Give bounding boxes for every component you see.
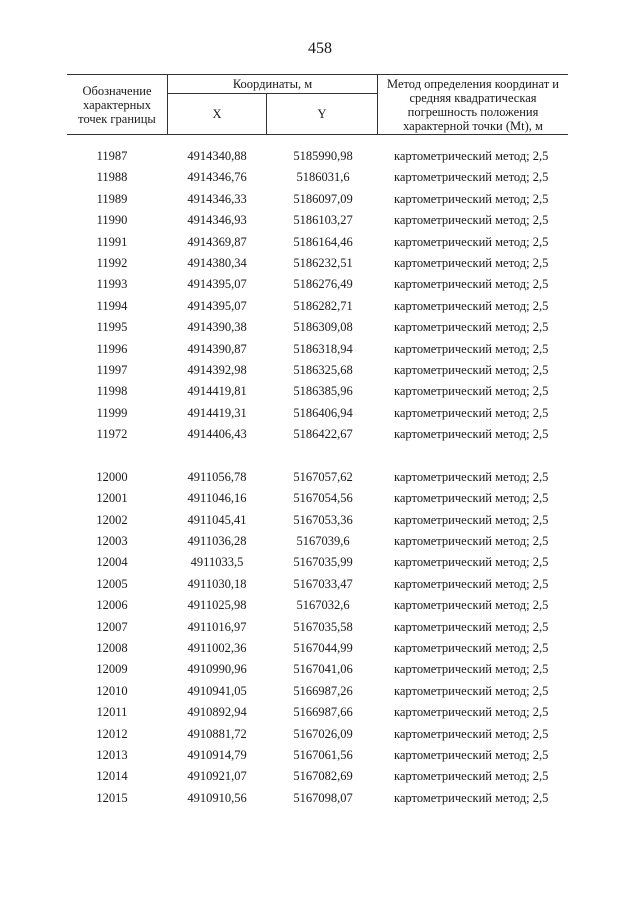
- table-row: [0, 360, 640, 381]
- coord-y: 5186318,94: [293, 341, 353, 356]
- coord-y: 5186406,94: [293, 405, 353, 420]
- table-row: [0, 274, 640, 295]
- coord-x: 4914380,34: [187, 255, 247, 270]
- method: картометрический метод; 2,5: [394, 726, 549, 741]
- table-row: [0, 210, 640, 231]
- coord-y: 5167044,99: [293, 640, 353, 655]
- point-id: 12012: [96, 726, 128, 741]
- coord-y: 5167039,6: [296, 534, 350, 549]
- point-id: 11990: [96, 213, 128, 228]
- table-row: [0, 424, 640, 445]
- point-id: 12006: [96, 598, 128, 613]
- coord-y: 5167082,69: [293, 769, 353, 784]
- method: картометрический метод; 2,5: [394, 769, 549, 784]
- coord-y: 5166987,26: [293, 683, 353, 698]
- table-row: [0, 724, 640, 745]
- method: картометрический метод; 2,5: [394, 576, 549, 591]
- coord-x: 4910921,07: [187, 769, 247, 784]
- header-y: Y: [267, 94, 378, 135]
- point-id: 11997: [96, 362, 128, 377]
- method: картометрический метод; 2,5: [394, 213, 549, 228]
- coord-y: 5167061,56: [293, 747, 353, 762]
- table-row: [0, 381, 640, 402]
- header-method: Метод определения координат и средняя квадратическая погрешность положения характерной точки (Mt), м: [378, 75, 569, 135]
- table-row: [0, 339, 640, 360]
- table-row: [0, 595, 640, 616]
- method: картометрический метод; 2,5: [394, 555, 549, 570]
- method: картометрический метод; 2,5: [394, 384, 549, 399]
- coord-x: 4914395,07: [187, 277, 247, 292]
- coord-x: 4914340,88: [187, 149, 247, 163]
- point-id: 12011: [96, 705, 128, 720]
- method: картометрический метод; 2,5: [394, 598, 549, 613]
- table-row: [0, 146, 640, 167]
- coord-x: 4914419,81: [187, 384, 247, 399]
- table-row: [0, 574, 640, 595]
- coord-y: 5186232,51: [293, 255, 353, 270]
- method: картометрический метод; 2,5: [394, 512, 549, 527]
- coord-y: 5167057,62: [293, 469, 353, 484]
- point-id: 11993: [96, 277, 128, 292]
- table-row: [0, 617, 640, 638]
- point-id: 11994: [96, 298, 128, 313]
- header-designation: Обозначение характерных точек границы: [67, 75, 168, 135]
- method: картометрический метод; 2,5: [394, 469, 549, 484]
- point-id: 11992: [96, 255, 128, 270]
- coord-y: 5167053,36: [293, 512, 353, 527]
- point-id: 11998: [96, 384, 128, 399]
- header-coordinates: Координаты, м: [168, 75, 378, 94]
- table-row: [0, 510, 640, 531]
- table-row: [0, 766, 640, 787]
- coord-x: 4910892,94: [187, 705, 247, 720]
- point-id: 12000: [96, 469, 128, 484]
- coord-x: 4910881,72: [187, 726, 247, 741]
- point-id: 11995: [96, 320, 128, 335]
- coord-y: 5186282,71: [293, 298, 353, 313]
- page-number: 458: [308, 40, 332, 57]
- table-row: [0, 232, 640, 253]
- method: картометрический метод; 2,5: [394, 320, 549, 335]
- coord-y: 5186097,09: [293, 191, 353, 206]
- point-id: 11988: [96, 170, 128, 185]
- point-id: 12005: [96, 576, 128, 591]
- table-row: [0, 296, 640, 317]
- coord-y: 5167041,06: [293, 662, 353, 677]
- method: картометрический метод; 2,5: [394, 491, 549, 506]
- coord-y: 5186385,96: [293, 384, 353, 399]
- point-id: 11996: [96, 341, 128, 356]
- table-row: [0, 681, 640, 702]
- method: картометрический метод; 2,5: [394, 790, 549, 805]
- coord-x: 4911045,41: [187, 512, 247, 527]
- coord-x: 4914419,31: [187, 405, 247, 420]
- coord-y: 5186422,67: [293, 427, 353, 442]
- coord-y: 5167054,56: [293, 491, 353, 506]
- method: картометрический метод; 2,5: [394, 298, 549, 313]
- table-header: [67, 74, 568, 135]
- point-id: 11991: [96, 234, 128, 249]
- method: картометрический метод; 2,5: [394, 747, 549, 762]
- table-row: [0, 702, 640, 723]
- table-row: [0, 467, 640, 488]
- method: картометрический метод; 2,5: [394, 277, 549, 292]
- method: картометрический метод; 2,5: [394, 534, 549, 549]
- table-row: [0, 488, 640, 509]
- coord-x: 4911016,97: [187, 619, 247, 634]
- method: картометрический метод; 2,5: [394, 234, 549, 249]
- method: картометрический метод; 2,5: [394, 362, 549, 377]
- header-x: X: [168, 94, 267, 135]
- coord-x: 4914390,87: [187, 341, 247, 356]
- point-id: 12014: [96, 769, 128, 784]
- table-row: [0, 659, 640, 680]
- method: картометрический метод; 2,5: [394, 191, 549, 206]
- point-id: 12003: [96, 534, 128, 549]
- method: картометрический метод; 2,5: [394, 683, 549, 698]
- point-id: 12002: [96, 512, 128, 527]
- coord-y: 5186103,27: [293, 213, 353, 228]
- method: картометрический метод; 2,5: [394, 149, 549, 163]
- coord-y: 5186309,08: [293, 320, 353, 335]
- method: картометрический метод; 2,5: [394, 255, 549, 270]
- point-id: 12009: [96, 662, 128, 677]
- method: картометрический метод; 2,5: [394, 427, 549, 442]
- table-row: [0, 167, 640, 188]
- point-id: 11987: [96, 149, 128, 163]
- method: картометрический метод; 2,5: [394, 619, 549, 634]
- point-id: 12010: [96, 683, 128, 698]
- coord-x: 4911002,36: [187, 640, 247, 655]
- method: картометрический метод; 2,5: [394, 170, 549, 185]
- coord-x: 4914346,93: [187, 213, 247, 228]
- point-id: 12008: [96, 640, 128, 655]
- coord-y: 5185990,98: [293, 149, 353, 163]
- coord-y: 5186031,6: [296, 170, 350, 185]
- coord-x: 4910914,79: [187, 747, 247, 762]
- coord-x: 4914390,38: [187, 320, 247, 335]
- point-id: 11989: [96, 191, 128, 206]
- table-row: [0, 317, 640, 338]
- point-id: 11999: [96, 405, 128, 420]
- coord-x: 4910941,05: [187, 683, 247, 698]
- point-id: 11972: [96, 427, 128, 442]
- point-id: 12015: [96, 790, 128, 805]
- coord-x: 4911025,98: [187, 598, 247, 613]
- coord-x: 4911046,16: [187, 491, 247, 506]
- coord-x: 4911056,78: [187, 469, 247, 484]
- coord-y: 5167098,07: [293, 790, 353, 805]
- coord-x: 4911036,28: [187, 534, 247, 549]
- table-row: [0, 531, 640, 552]
- coord-x: 4914369,87: [187, 234, 247, 249]
- coordinate-rows: [0, 146, 640, 809]
- coord-y: 5186164,46: [293, 234, 353, 249]
- coord-y: 5167033,47: [293, 576, 353, 591]
- table-row: [0, 638, 640, 659]
- method: картометрический метод; 2,5: [394, 662, 549, 677]
- coord-y: 5167026,09: [293, 726, 353, 741]
- method: картометрический метод; 2,5: [394, 341, 549, 356]
- coord-x: 4914406,43: [187, 427, 247, 442]
- coord-x: 4911030,18: [187, 576, 247, 591]
- coord-y: 5167032,6: [296, 598, 350, 613]
- table-row: [0, 253, 640, 274]
- point-id: 12004: [96, 555, 128, 570]
- coord-y: 5167035,99: [293, 555, 353, 570]
- coord-x: 4914346,33: [187, 191, 247, 206]
- table-row: [0, 745, 640, 766]
- point-id: 12013: [96, 747, 128, 762]
- coord-x: 4914346,76: [187, 170, 247, 185]
- table-row: [0, 788, 640, 809]
- method: картометрический метод; 2,5: [394, 640, 549, 655]
- coord-y: 5186325,68: [293, 362, 353, 377]
- coord-x: 4910990,96: [187, 662, 247, 677]
- table-row: [0, 552, 640, 573]
- point-id: 12001: [96, 491, 128, 506]
- coord-y: 5167035,58: [293, 619, 353, 634]
- point-id: 12007: [96, 619, 128, 634]
- coord-x: 4914392,98: [187, 362, 247, 377]
- coord-x: 4914395,07: [187, 298, 247, 313]
- coord-x: 4910910,56: [187, 790, 247, 805]
- coord-y: 5186276,49: [293, 277, 353, 292]
- table-row: [0, 403, 640, 424]
- coord-y: 5166987,66: [293, 705, 353, 720]
- method: картометрический метод; 2,5: [394, 705, 549, 720]
- table-row: [0, 189, 640, 210]
- method: картометрический метод; 2,5: [394, 405, 549, 420]
- coord-x: 4911033,5: [190, 555, 244, 570]
